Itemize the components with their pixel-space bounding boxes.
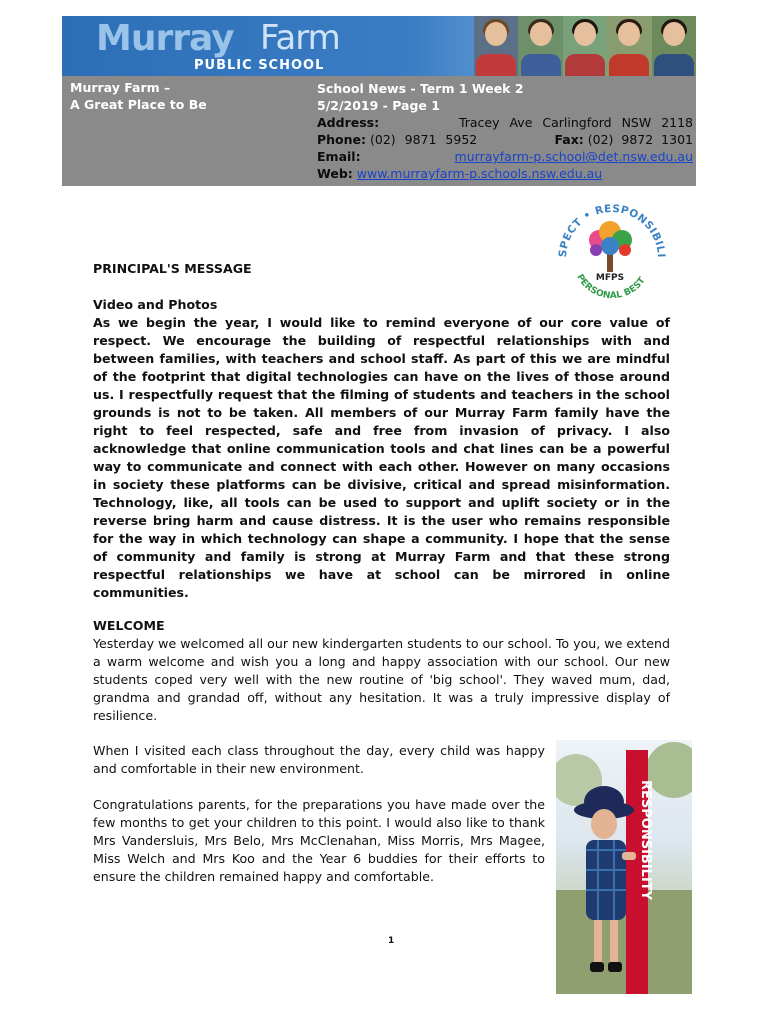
kindergarten-student-photo	[556, 740, 692, 994]
email-label: Email:	[317, 149, 361, 164]
logo-word-school: SCHOOL	[258, 58, 325, 73]
logo-subtitle	[194, 58, 324, 73]
fax-value: (02) 9872 1301	[587, 132, 693, 147]
address-label: Address:	[317, 115, 380, 130]
website-link[interactable]: www.murrayfarm-p.schools.nsw.edu.au	[356, 166, 603, 181]
logo-word-murray: Murray	[96, 18, 234, 59]
address-row	[317, 114, 693, 131]
student-photo	[563, 16, 607, 76]
principal-message-body: As we begin the year, I would like to remind everyone of our core value of respect. We encourage the building of respectful relationships with and between families, with teachers and school staff. As part of this we are mindful of the footprint that digital technologies can have on the lives of those around us. I respectfully request that the filming of students and teachers in the school grounds is not to be taken. All members of our Murray Farm family have the right to feel respected, safe and free from invasion of privacy. I also acknowledge that online communication tools and chat lines can be a powerful way to communicate and connect with each other. However on many occasions in society these platforms can be divisive, critical and spread misinformation. Technology, like, all tools can be used to support and uplift society or in the reverse bring harm and cause distress. It is the user who remains responsible for the way in which technology can shape a community. I hope that the sense of community and family is strong at Murray Farm and that these strong respectful relationships we have at school can be mirrored in online communities.	[93, 315, 670, 600]
principal-message-section	[93, 260, 670, 602]
pole-sign-text: RESPONSIBILITY	[638, 780, 653, 901]
welcome-paragraph-1: Yesterday we welcomed all our new kindergarten students to our school. To you, we extend a warm welcome and wish you a long and happy association with our school. Our new students coped very well with the new routine of 'big school'. They waved mum, dad, grandma and grandad off, without any hesitation. It was a truly impressive display of resilience.	[93, 636, 670, 723]
email-row	[317, 148, 693, 165]
tagline-line1: Murray Farm –	[70, 80, 171, 95]
phone-label: Phone:	[317, 132, 367, 147]
phone-value: (02) 9871 5952	[370, 132, 478, 147]
news-date-page: 5/2/2019 - Page 1	[317, 98, 440, 113]
badge-top-text: SPECT • RESPONSIBILI	[556, 202, 668, 259]
principal-heading: PRINCIPAL'S MESSAGE	[93, 261, 252, 276]
newsletter-header	[62, 76, 696, 186]
student-photo	[518, 16, 562, 76]
video-photos-subheading: Video and Photos	[93, 297, 218, 312]
welcome-section	[93, 617, 670, 725]
logo-word-public: PUBLIC	[194, 58, 253, 73]
student-photo	[474, 16, 518, 76]
page-number: 1	[388, 936, 395, 946]
school-contact-info	[317, 80, 693, 182]
email-link[interactable]: murrayfarm-p.school@det.nsw.edu.au	[454, 149, 693, 164]
web-label: Web:	[317, 166, 353, 181]
school-banner	[62, 16, 696, 76]
logo-word-farm: Farm	[260, 18, 340, 58]
welcome-paragraph-3: Congratulations parents, for the preparations you have made over the few months to get your children to this point. I would also like to thank Mrs Vandersluis, Mrs Belo, Mrs McClenahan, Miss Morris, Mrs Magee, Miss Welch and Mrs Koo and the Year 6 buddies for their efforts to ensure the children remained happy and comfortable.	[93, 797, 545, 884]
news-title: School News - Term 1 Week 2	[317, 81, 524, 96]
student-photo	[652, 16, 696, 76]
welcome-paragraph-2: When I visited each class throughout the day, every child was happy and comfortable in their new environment.	[93, 743, 545, 776]
fax-label: Fax:	[554, 132, 584, 147]
address-value: Tracey Ave Carlingford NSW 2118	[458, 115, 693, 130]
welcome-continued	[93, 742, 545, 886]
student-photo	[607, 16, 651, 76]
school-logo	[92, 20, 412, 72]
tagline-line2: A Great Place to Be	[70, 97, 207, 112]
web-row	[317, 165, 693, 182]
phone-fax-row	[317, 131, 693, 148]
students-photo-strip	[474, 16, 696, 76]
badge-bottom-text: PERSONAL BEST	[574, 272, 648, 302]
welcome-heading: WELCOME	[93, 618, 165, 633]
badge-center-text: MFPS	[595, 273, 625, 283]
